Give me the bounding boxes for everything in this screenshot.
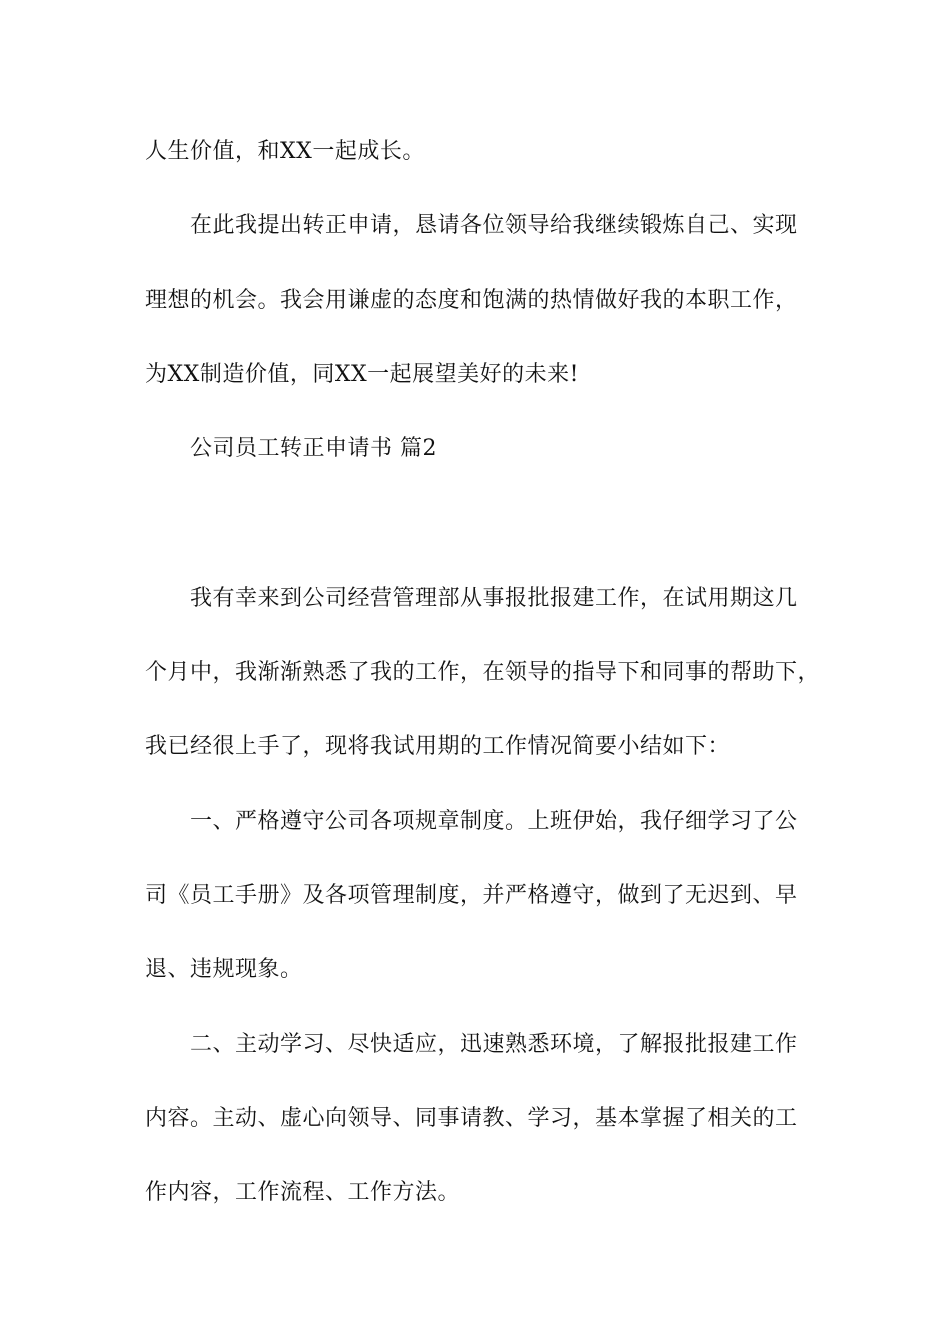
paragraph-line: 我已经很上手了，现将我试用期的工作情况简要小结如下： <box>145 734 731 759</box>
paragraph-line: 个月中，我渐渐熟悉了我的工作，在领导的指导下和同事的帮助下， <box>145 660 821 685</box>
paragraph-line: 理想的机会。我会用谦虚的态度和饱满的热情做好我的本职工作， <box>145 288 798 313</box>
paragraph-line: 作内容，工作流程、工作方法。 <box>145 1180 461 1205</box>
paragraph-line: 为XX制造价值，同XX一起展望美好的未来! <box>145 362 579 387</box>
paragraph-line: 司《员工手册》及各项管理制度，并严格遵守，做到了无迟到、早 <box>145 883 798 908</box>
paragraph-line: 内容。主动、虚心向领导、同事请教、学习，基本掌握了相关的工 <box>145 1106 798 1131</box>
paragraph-line: 在此我提出转正申请，恳请各位领导给我继续锻炼自己、实现 <box>190 213 798 238</box>
paragraph-line: 我有幸来到公司经营管理部从事报批报建工作，在试用期这几 <box>190 586 798 611</box>
paragraph-line: 人生价值，和XX一起成长。 <box>145 139 425 164</box>
paragraph-line: 二、主动学习、尽快适应，迅速熟悉环境，了解报批报建工作 <box>190 1032 798 1057</box>
paragraph-line: 退、违规现象。 <box>145 957 303 982</box>
paragraph-line: 一、严格遵守公司各项规章制度。上班伊始，我仔细学习了公 <box>190 809 798 834</box>
section-heading: 公司员工转正申请书 篇2 <box>190 436 437 461</box>
